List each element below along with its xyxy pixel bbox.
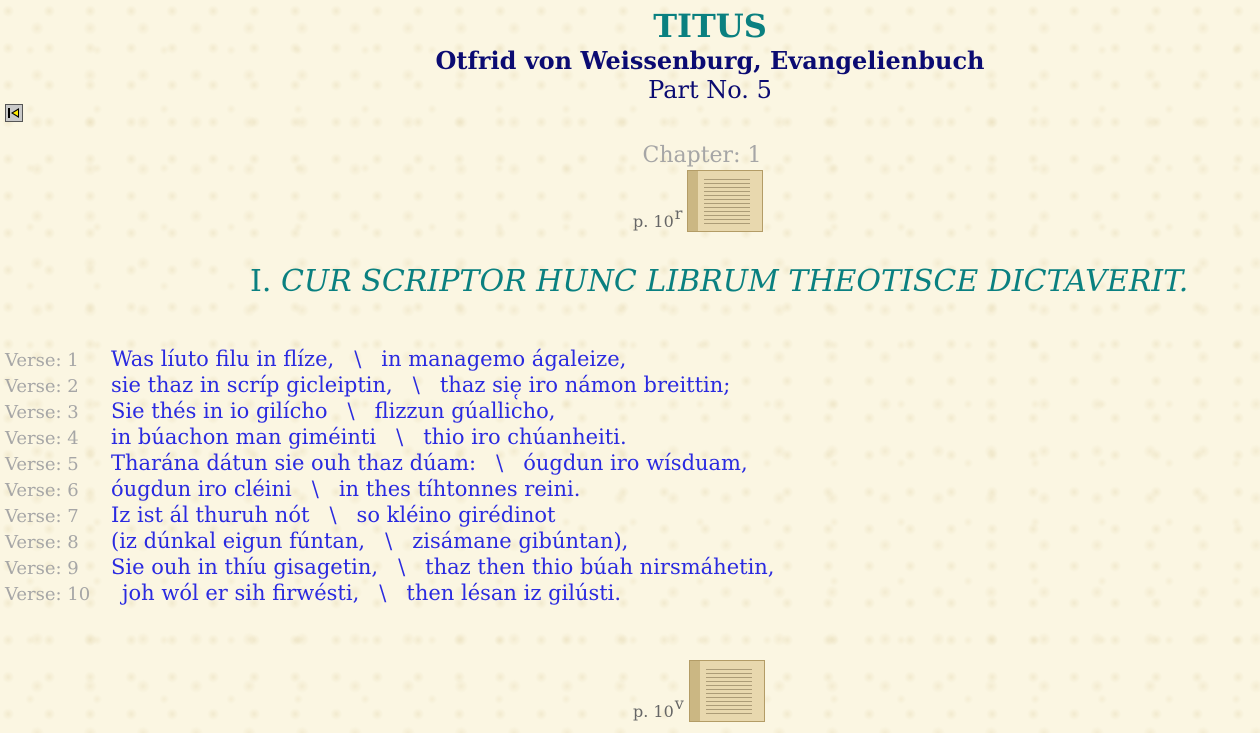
part-number: Part No. 5 <box>648 76 772 104</box>
verse-text: óugdun iro cléini \ in thes tíhtonnes reini. <box>111 477 581 501</box>
verse-text: (iz dúnkal eigun fúntan, \ zisámane gibúntan), <box>111 529 629 553</box>
verse-number: Verse: 6 <box>5 480 79 501</box>
page-ref-recto <box>633 170 763 232</box>
verse-number: Verse: 10 <box>5 584 91 605</box>
verse-text: in búachon man giméinti \ thio iro chúanheiti. <box>111 425 627 449</box>
verse-row <box>5 555 774 581</box>
verse-number: Verse: 9 <box>5 558 79 579</box>
verse-text: sie thaz in scríp gicleiptin, \ thaz sie̜ iro námon breittin; <box>111 373 731 397</box>
page-ref-label: p. 10 v <box>633 694 684 721</box>
verse-text: Iz ist ál thuruh nót \ so kléino girédinot <box>111 503 556 527</box>
verse-row <box>5 399 774 425</box>
verse-number: Verse: 8 <box>5 532 79 553</box>
verse-text: Tharána dátun sie ouh thaz dúam: \ óugdun iro wísduam, <box>111 451 748 475</box>
verse-text: Sie thés in io gilícho \ flizzun gúallicho, <box>111 399 556 423</box>
verse-row <box>5 347 774 373</box>
verse-row <box>5 451 774 477</box>
verse-number: Verse: 1 <box>5 350 79 371</box>
section-number: I. <box>250 264 272 299</box>
verse-text: Was líuto filu in flíze, \ in managemo ágaleize, <box>111 347 627 371</box>
verse-number: Verse: 2 <box>5 376 79 397</box>
chapter-label: Chapter: 1 <box>642 143 762 168</box>
page-ref-verso <box>633 660 765 722</box>
verse-row <box>5 373 774 399</box>
back-arrow-icon <box>6 105 22 121</box>
verse-row <box>5 503 774 529</box>
document-subtitle: Otfrid von Weissenburg, Evangelienbuch <box>435 46 985 75</box>
verse-row <box>5 425 774 451</box>
verse-row <box>5 529 774 555</box>
section-heading <box>250 262 1188 302</box>
verse-text: Sie ouh in thíu gisagetin, \ thaz then thio búah nirsmáhetin, <box>111 555 775 579</box>
section-title: CUR SCRIPTOR HUNC LIBRUM THEOTISCE DICTAVERIT. <box>280 264 1189 299</box>
verse-number: Verse: 5 <box>5 454 79 475</box>
verse-text: joh wól er sih firwésti, \ then lésan iz gilústi. <box>122 581 622 605</box>
verse-row <box>5 581 774 607</box>
verse-number: Verse: 7 <box>5 506 79 527</box>
verse-row <box>5 477 774 503</box>
document-title: TITUS <box>653 7 767 45</box>
manuscript-thumbnail[interactable] <box>689 660 765 722</box>
back-button[interactable] <box>5 104 23 122</box>
manuscript-thumbnail[interactable] <box>687 170 763 232</box>
page-ref-label: p. 10 r <box>633 204 683 231</box>
verse-number: Verse: 3 <box>5 402 79 423</box>
verse-number: Verse: 4 <box>5 428 79 449</box>
verse-list <box>5 347 774 607</box>
